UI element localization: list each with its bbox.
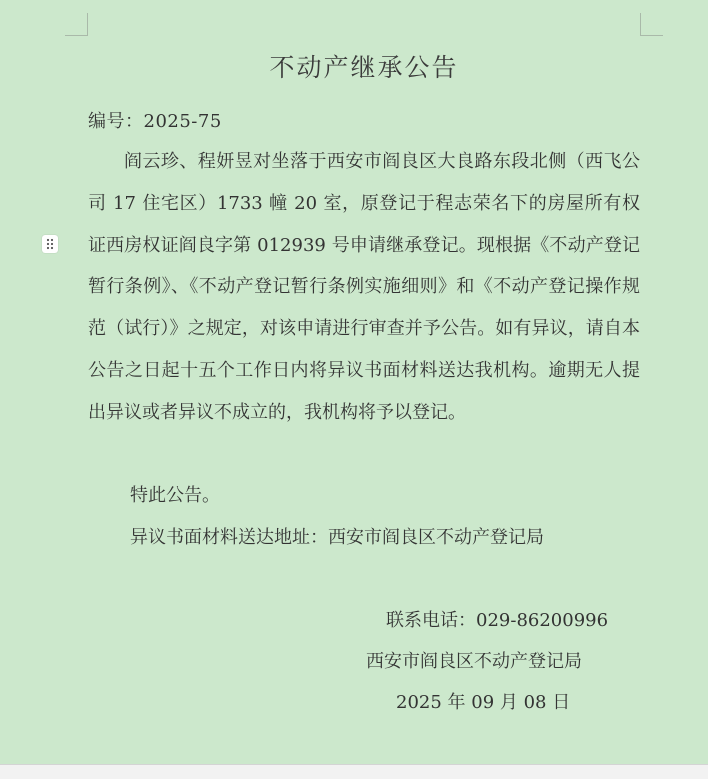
status-bar (0, 764, 708, 779)
phone-line[interactable]: 联系电话：029-86200996 (386, 610, 609, 631)
document-title[interactable]: 不动产继承公告 (269, 53, 459, 82)
document-number[interactable]: 编号：2025-75 (88, 111, 222, 132)
closing-line[interactable]: 特此公告。 (130, 485, 220, 506)
crop-mark-top-left (65, 13, 88, 36)
issuer-line[interactable]: 西安市阎良区不动产登记局 (366, 651, 582, 672)
drag-handle-icon[interactable] (42, 235, 58, 253)
date-line[interactable]: 2025 年 09 月 08 日 (396, 692, 571, 713)
address-line[interactable]: 异议书面材料送达地址：西安市阎良区不动产登记局 (130, 527, 544, 548)
body-paragraph[interactable]: 阎云珍、程妍昱对坐落于西安市阎良区大良路东段北侧（西飞公司 17 住宅区）1733 幢 20 室，原登记于程志荣名下的房屋所有权证西房权证阎良字第 012939 号申请继承登记。现根据《不动产登记暂行条例》、《不动产登记暂行条例实施细则》和《不动产登记操作规范（试行）》之规定，对该申请进行审查并予公告。如有异议，请自本公告之日起十五个工作日内将异议书面材料送达我机构。逾期无人提出异议或者异议不成立的，我机构将予以登记。 (88, 151, 640, 423)
crop-mark-top-right (640, 13, 663, 36)
